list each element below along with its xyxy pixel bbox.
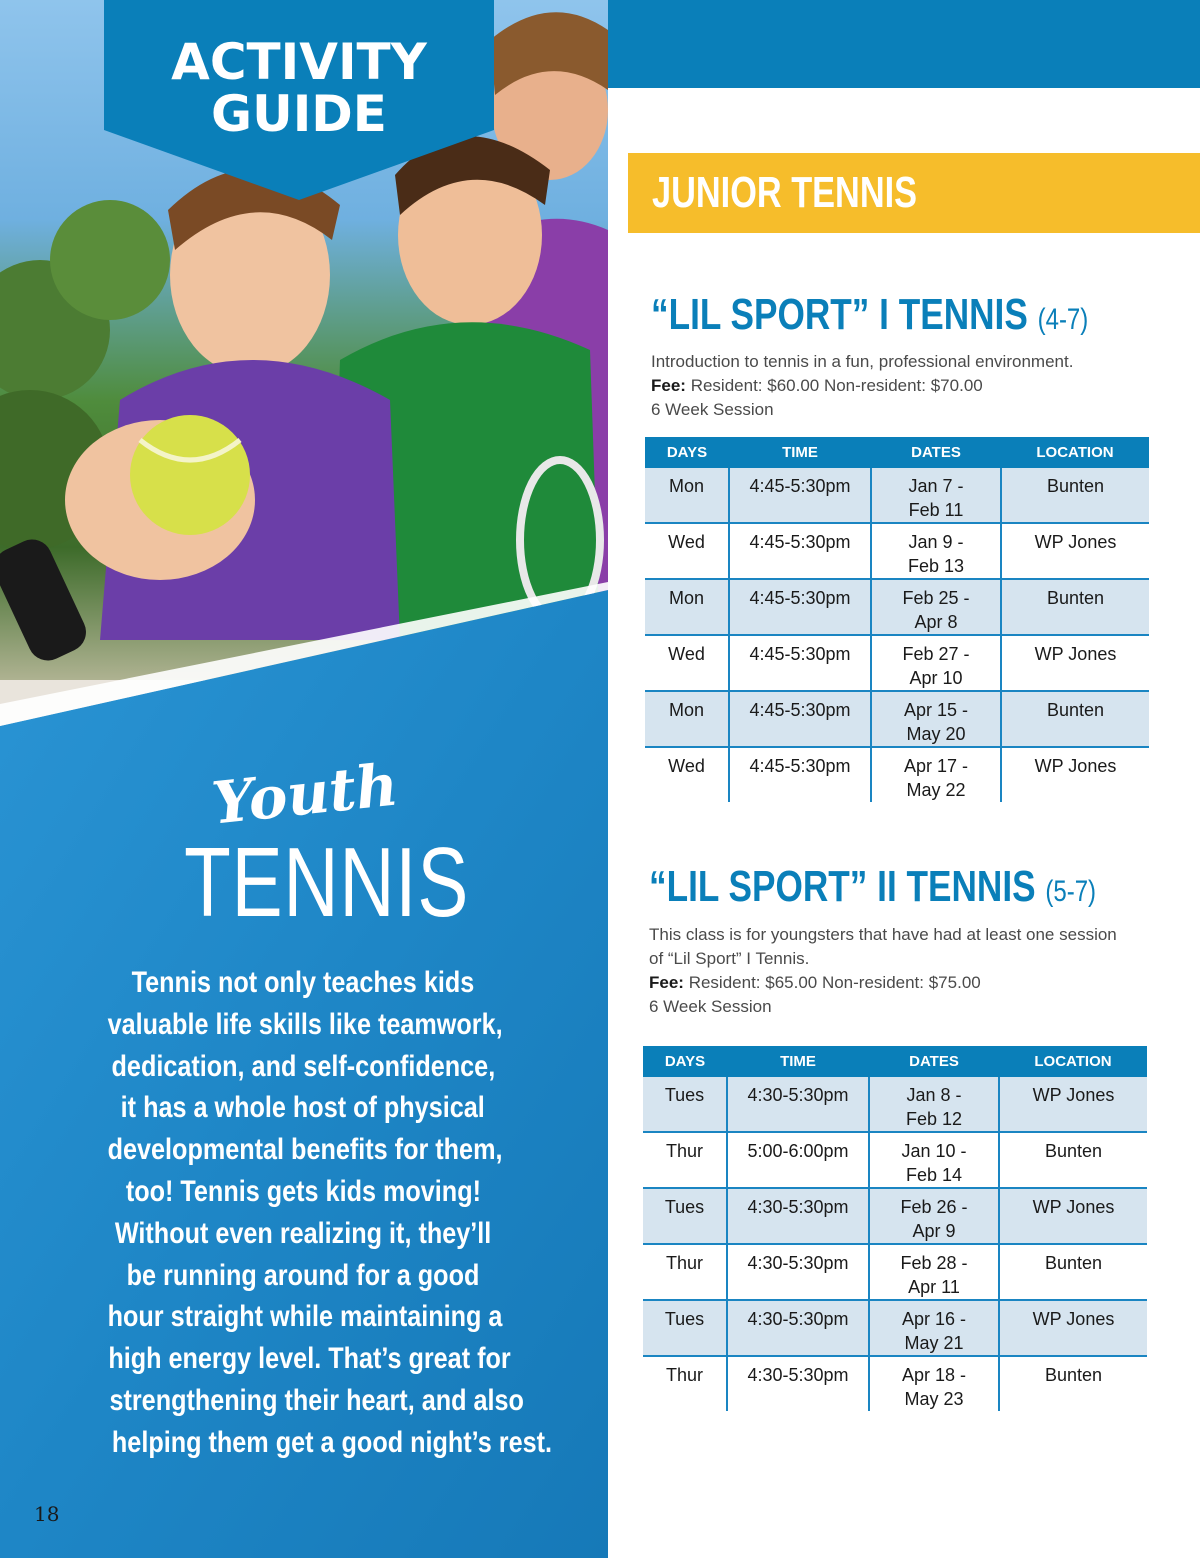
cell-dates (871, 579, 1001, 635)
header-dates: DATES (871, 437, 1001, 468)
date-start: Feb 25 - (902, 588, 970, 608)
cell-time: 4:30-5:30pm (727, 1077, 869, 1132)
cell-time: 5:00-6:00pm (727, 1132, 869, 1188)
cell-location: WP Jones (1001, 747, 1149, 802)
date-start: Feb 27 - (902, 644, 970, 664)
date-start: Jan 8 - (906, 1085, 962, 1105)
cell-dates (869, 1077, 999, 1132)
cell-day: Tues (643, 1077, 727, 1132)
cell-location: Bunten (1001, 691, 1149, 747)
table-row (643, 1188, 1147, 1244)
blurb-line: dedication, and self-confidence, (111, 1049, 495, 1083)
cell-day: Mon (645, 691, 729, 747)
cell-location: WP Jones (1001, 523, 1149, 579)
cell-day: Thur (665, 1365, 703, 1385)
cell-location: Bunten (999, 1132, 1147, 1188)
cell-time: 4:30-5:30pm (727, 1300, 869, 1356)
table-row (645, 579, 1149, 635)
header-location: LOCATION (1001, 437, 1149, 468)
cell-location: Bunten (999, 1244, 1147, 1300)
date-start: Apr 16 - (901, 1309, 967, 1329)
cell-day: Wed (645, 635, 729, 691)
page-number: 18 (34, 1502, 60, 1526)
course-description-lil-sport-2 (649, 923, 1149, 1019)
banner-line-2: GUIDE (211, 85, 387, 143)
cell-location: Bunten (999, 1356, 1147, 1411)
course-description-lil-sport-1 (651, 350, 1151, 422)
fee-label: Fee: (649, 973, 684, 992)
course-name: “LIL SPORT” II TENNIS (649, 862, 1036, 911)
blurb-line: Without even realizing it, they’ll (114, 1216, 492, 1250)
cell-dates (871, 523, 1001, 579)
table-row (643, 1244, 1147, 1300)
header-time: TIME (727, 1046, 869, 1077)
table-row (645, 468, 1149, 523)
cell-time: 4:45-5:30pm (729, 747, 871, 802)
date-end: May 22 (906, 780, 966, 800)
cell-location: WP Jones (999, 1188, 1147, 1244)
blurb-line: developmental benefits for them, (107, 1133, 503, 1167)
cell-dates (871, 747, 1001, 802)
date-start: Jan 9 - (908, 532, 964, 552)
schedule-table-lil-sport-2 (643, 1046, 1147, 1411)
table-row (643, 1300, 1147, 1356)
description-line: of “Lil Sport” I Tennis. (649, 949, 810, 968)
cell-day: Thur (643, 1244, 727, 1300)
date-end: Feb 13 (907, 556, 965, 576)
date-end: May 20 (906, 724, 966, 744)
blurb-line: Tennis not only teaches kids (131, 966, 475, 999)
fee-line (651, 374, 1151, 398)
blurb-line: be running around for a good (126, 1258, 480, 1292)
header-dates: DATES (869, 1046, 999, 1077)
date-end: Apr 10 (909, 668, 963, 688)
cell-dates (869, 1188, 999, 1244)
cell-time: 4:45-5:30pm (729, 635, 871, 691)
table-row (645, 635, 1149, 691)
cell-dates (871, 468, 1001, 523)
header-days: DAYS (643, 1046, 727, 1077)
date-start: Apr 15 - (903, 700, 969, 720)
cell-time: 4:45-5:30pm (729, 579, 871, 635)
date-end: Apr 11 (908, 1277, 960, 1297)
blurb-line: too! Tennis gets kids moving! (125, 1174, 481, 1208)
tennis-heading: TENNIS (184, 827, 470, 937)
youth-script-heading: Youth (208, 750, 402, 838)
cell-time: 4:30-5:30pm (727, 1356, 869, 1411)
cell-dates (871, 635, 1001, 691)
table-header-row (643, 1046, 1147, 1077)
banner-line-1: ACTIVITY (171, 33, 427, 91)
top-color-bar (608, 0, 1200, 88)
cell-day: Wed (645, 523, 729, 579)
fee-label: Fee: (651, 376, 686, 395)
tennis-benefits-blurb (70, 962, 552, 1464)
cell-dates (869, 1132, 999, 1188)
date-end: May 21 (904, 1333, 964, 1353)
date-start: Apr 18 - (901, 1365, 967, 1385)
blurb-line: helping them get a good night’s rest. (111, 1425, 552, 1459)
fee-text: Resident: $65.00 Non-resident: $75.00 (683, 973, 981, 992)
blurb-line: hour straight while maintaining a (107, 1300, 503, 1334)
cell-time: 4:45-5:30pm (729, 523, 871, 579)
cell-time: 4:45-5:30pm (729, 691, 871, 747)
header-time: TIME (729, 437, 871, 468)
description-line: This class is for youngsters that have had at least one session (649, 925, 1117, 944)
cell-day: Tues (643, 1300, 727, 1356)
date-end: Feb 14 (905, 1165, 963, 1185)
course-title-lil-sport-1 (651, 290, 1088, 340)
date-start: Jan 7 - (908, 476, 964, 496)
blurb-line: strengthening their heart, and also (109, 1383, 524, 1417)
date-end: Feb 12 (905, 1109, 963, 1129)
session-length: 6 Week Session (649, 997, 772, 1016)
date-start: Jan 10 - (901, 1141, 967, 1161)
cell-location: WP Jones (999, 1077, 1147, 1132)
blurb-line: it has a whole host of physical (120, 1091, 486, 1125)
cell-time: 4:30-5:30pm (727, 1244, 869, 1300)
course-age-range: (5-7) (1045, 875, 1097, 908)
cell-location: WP Jones (999, 1300, 1147, 1356)
cell-day: Thur (643, 1132, 727, 1188)
cell-time: 4:30-5:30pm (727, 1188, 869, 1244)
date-end: Apr 8 (914, 612, 958, 632)
date-end: Apr 9 (912, 1221, 956, 1241)
table-row (645, 691, 1149, 747)
cell-location: Bunten (1001, 468, 1149, 523)
section-title: JUNIOR TENNIS (652, 168, 918, 217)
fee-line (649, 971, 1149, 995)
blurb-line: valuable life skills like teamwork, (107, 1007, 503, 1041)
cell-day: Mon (645, 579, 729, 635)
cell-day: Mon (645, 468, 729, 523)
date-start: Feb 28 - (900, 1253, 968, 1273)
cell-location: Bunten (1001, 579, 1149, 635)
table-row (643, 1356, 1147, 1411)
header-location: LOCATION (999, 1046, 1147, 1077)
schedule-table-lil-sport-1 (645, 437, 1149, 802)
table-row (643, 1132, 1147, 1188)
course-age-range: (4-7) (1037, 303, 1089, 336)
date-start: Feb 26 - (900, 1197, 968, 1217)
cell-dates (869, 1300, 999, 1356)
header-days: DAYS (645, 437, 729, 468)
table-row (643, 1077, 1147, 1132)
cell-time: 4:45-5:30pm (729, 468, 871, 523)
date-end: May 23 (904, 1389, 964, 1409)
cell-dates (869, 1244, 999, 1300)
cell-dates (869, 1356, 999, 1411)
table-row (645, 747, 1149, 802)
cell-dates (871, 691, 1001, 747)
course-name: “LIL SPORT” I TENNIS (651, 290, 1028, 339)
cell-location: WP Jones (1001, 635, 1149, 691)
course-title-lil-sport-2 (649, 862, 1096, 912)
blurb-line: high energy level. That’s great for (108, 1342, 511, 1376)
cell-day: Wed (668, 756, 705, 776)
description-line: Introduction to tennis in a fun, professional environment. (651, 352, 1074, 371)
date-start: Apr 17 - (903, 756, 969, 776)
cell-day: Tues (643, 1188, 727, 1244)
table-row (645, 523, 1149, 579)
session-length: 6 Week Session (651, 400, 774, 419)
date-end: Feb 11 (908, 500, 964, 520)
fee-text: Resident: $60.00 Non-resident: $70.00 (685, 376, 983, 395)
table-header-row (645, 437, 1149, 468)
activity-guide-banner (104, 33, 494, 143)
